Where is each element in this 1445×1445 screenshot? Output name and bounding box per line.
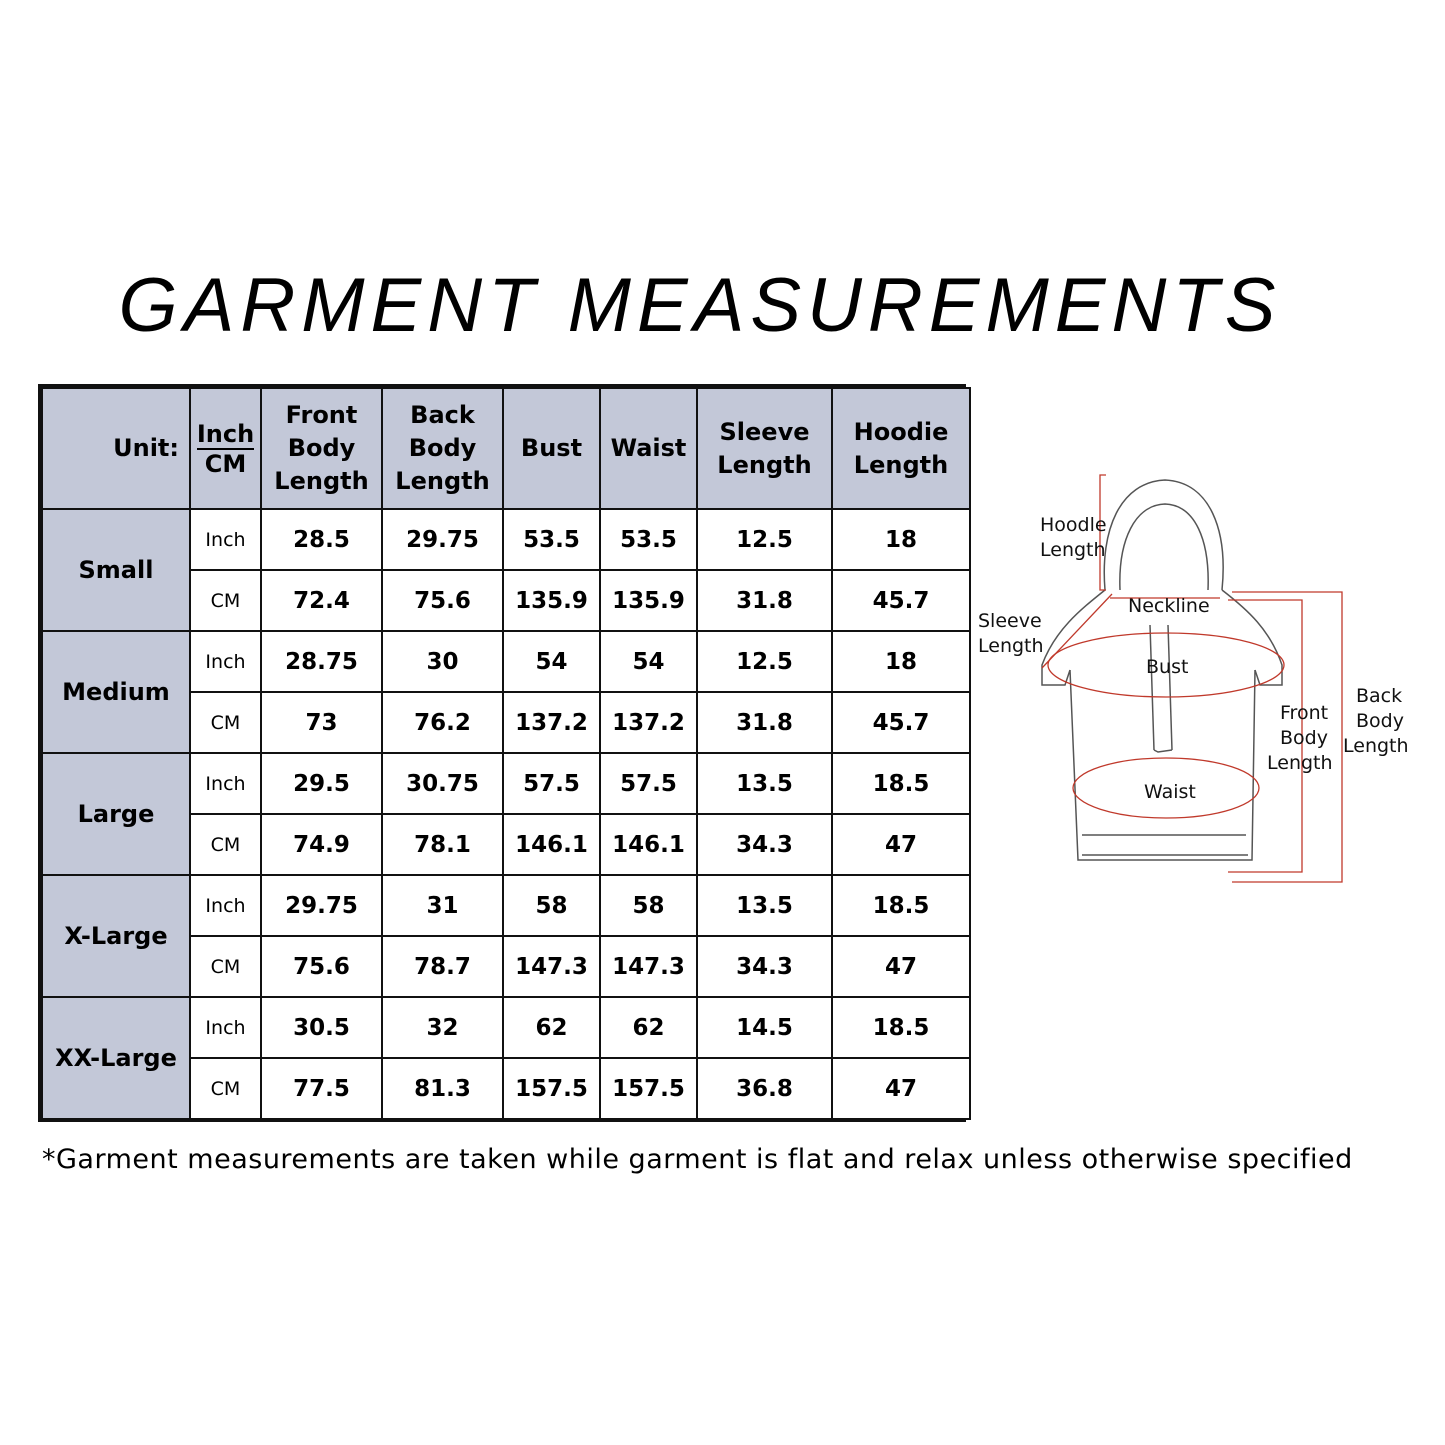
measurement-cell: 29.75 <box>261 875 382 936</box>
measurement-cell: 13.5 <box>697 753 832 814</box>
label-front-body-length-2: Body <box>1280 727 1328 749</box>
row-unit-label: Inch <box>190 753 261 814</box>
col-back-body-length: Back Body Length <box>382 388 503 509</box>
measurement-cell: 77.5 <box>261 1058 382 1119</box>
page-title: GARMENT MEASUREMENTS <box>118 263 1282 348</box>
measurement-cell: 18 <box>832 509 970 570</box>
size-table <box>41 387 971 1120</box>
unit-label: Unit: <box>42 388 190 509</box>
size-label: XX-Large <box>42 997 190 1119</box>
table-row <box>42 997 970 1058</box>
measurement-cell: 78.7 <box>382 936 503 997</box>
size-label: Medium <box>42 631 190 753</box>
col-bust: Bust <box>503 388 600 509</box>
measurement-cell: 30.75 <box>382 753 503 814</box>
col-front-body-length: Front Body Length <box>261 388 382 509</box>
measurement-cell: 54 <box>600 631 697 692</box>
measurement-cell: 146.1 <box>503 814 600 875</box>
row-unit-label: CM <box>190 936 261 997</box>
label-back-body-length-3: Length <box>1343 735 1409 757</box>
measurement-cell: 73 <box>261 692 382 753</box>
measurement-cell: 45.7 <box>832 692 970 753</box>
unit-options <box>190 388 261 509</box>
row-unit-label: Inch <box>190 997 261 1058</box>
unit-inch: Inch <box>196 419 255 448</box>
measurement-cell: 135.9 <box>503 570 600 631</box>
measurement-cell: 54 <box>503 631 600 692</box>
measurement-cell: 62 <box>503 997 600 1058</box>
measurement-cell: 18.5 <box>832 997 970 1058</box>
measurement-cell: 57.5 <box>600 753 697 814</box>
row-unit-label: CM <box>190 692 261 753</box>
label-back-body-length-2: Body <box>1356 710 1404 732</box>
measurement-cell: 34.3 <box>697 936 832 997</box>
row-unit-label: Inch <box>190 631 261 692</box>
measurement-cell: 18.5 <box>832 875 970 936</box>
measurement-cell: 157.5 <box>600 1058 697 1119</box>
measurement-cell: 47 <box>832 814 970 875</box>
row-unit-label: CM <box>190 814 261 875</box>
measurement-cell: 29.5 <box>261 753 382 814</box>
label-hoodie-length-1: Hoodle <box>1040 514 1107 536</box>
measurement-cell: 75.6 <box>382 570 503 631</box>
measurement-cell: 147.3 <box>503 936 600 997</box>
row-unit-label: Inch <box>190 875 261 936</box>
label-waist: Waist <box>1144 781 1196 803</box>
measurement-cell: 76.2 <box>382 692 503 753</box>
col-waist: Waist <box>600 388 697 509</box>
label-back-body-length-1: Back <box>1356 685 1403 707</box>
measurement-cell: 13.5 <box>697 875 832 936</box>
size-label: Small <box>42 509 190 631</box>
label-front-body-length-1: Front <box>1280 702 1329 724</box>
col-hoodie-length: Hoodie Length <box>832 388 970 509</box>
header-row <box>42 388 970 509</box>
size-table-frame <box>38 384 966 1122</box>
measure-lines <box>1042 475 1342 882</box>
measurement-cell: 36.8 <box>697 1058 832 1119</box>
measurement-cell: 147.3 <box>600 936 697 997</box>
row-unit-label: CM <box>190 1058 261 1119</box>
measurement-cell: 28.5 <box>261 509 382 570</box>
measurement-cell: 47 <box>832 936 970 997</box>
measurement-cell: 58 <box>600 875 697 936</box>
measurement-cell: 75.6 <box>261 936 382 997</box>
measurement-cell: 135.9 <box>600 570 697 631</box>
measurement-cell: 57.5 <box>503 753 600 814</box>
measurement-cell: 14.5 <box>697 997 832 1058</box>
measurement-cell: 18 <box>832 631 970 692</box>
size-label: X-Large <box>42 875 190 997</box>
measurement-cell: 78.1 <box>382 814 503 875</box>
label-sleeve-length-1: Sleeve <box>978 610 1042 632</box>
label-front-body-length-3: Length <box>1267 752 1333 774</box>
measurement-cell: 146.1 <box>600 814 697 875</box>
col-sleeve-length: Sleeve Length <box>697 388 832 509</box>
label-neckline: Neckline <box>1128 595 1210 617</box>
measurement-cell: 62 <box>600 997 697 1058</box>
measurement-cell: 18.5 <box>832 753 970 814</box>
measurement-cell: 53.5 <box>503 509 600 570</box>
measurement-cell: 29.75 <box>382 509 503 570</box>
table-row <box>42 875 970 936</box>
measurement-cell: 157.5 <box>503 1058 600 1119</box>
label-bust: Bust <box>1146 656 1189 678</box>
measurement-cell: 32 <box>382 997 503 1058</box>
measurement-cell: 30 <box>382 631 503 692</box>
measurement-cell: 137.2 <box>503 692 600 753</box>
label-hoodie-length-2: Length <box>1040 539 1106 561</box>
size-label: Large <box>42 753 190 875</box>
measurement-cell: 12.5 <box>697 509 832 570</box>
measurement-cell: 31.8 <box>697 570 832 631</box>
measurement-cell: 28.75 <box>261 631 382 692</box>
measurement-cell: 53.5 <box>600 509 697 570</box>
measurement-cell: 12.5 <box>697 631 832 692</box>
measurement-cell: 31 <box>382 875 503 936</box>
label-sleeve-length-2: Length <box>978 635 1044 657</box>
table-row <box>42 753 970 814</box>
measurement-cell: 45.7 <box>832 570 970 631</box>
table-row <box>42 631 970 692</box>
row-unit-label: CM <box>190 570 261 631</box>
measurement-cell: 58 <box>503 875 600 936</box>
measurement-cell: 47 <box>832 1058 970 1119</box>
measurement-cell: 30.5 <box>261 997 382 1058</box>
measurement-cell: 34.3 <box>697 814 832 875</box>
measurement-cell: 74.9 <box>261 814 382 875</box>
measurement-cell: 31.8 <box>697 692 832 753</box>
footnote: *Garment measurements are taken while garment is flat and relax unless otherwise specified <box>42 1144 1353 1175</box>
table-row <box>42 509 970 570</box>
measurement-cell: 72.4 <box>261 570 382 631</box>
measurement-cell: 81.3 <box>382 1058 503 1119</box>
measurement-cell: 137.2 <box>600 692 697 753</box>
row-unit-label: Inch <box>190 509 261 570</box>
unit-cm: CM <box>204 449 247 478</box>
hoodie-diagram <box>970 460 1440 900</box>
